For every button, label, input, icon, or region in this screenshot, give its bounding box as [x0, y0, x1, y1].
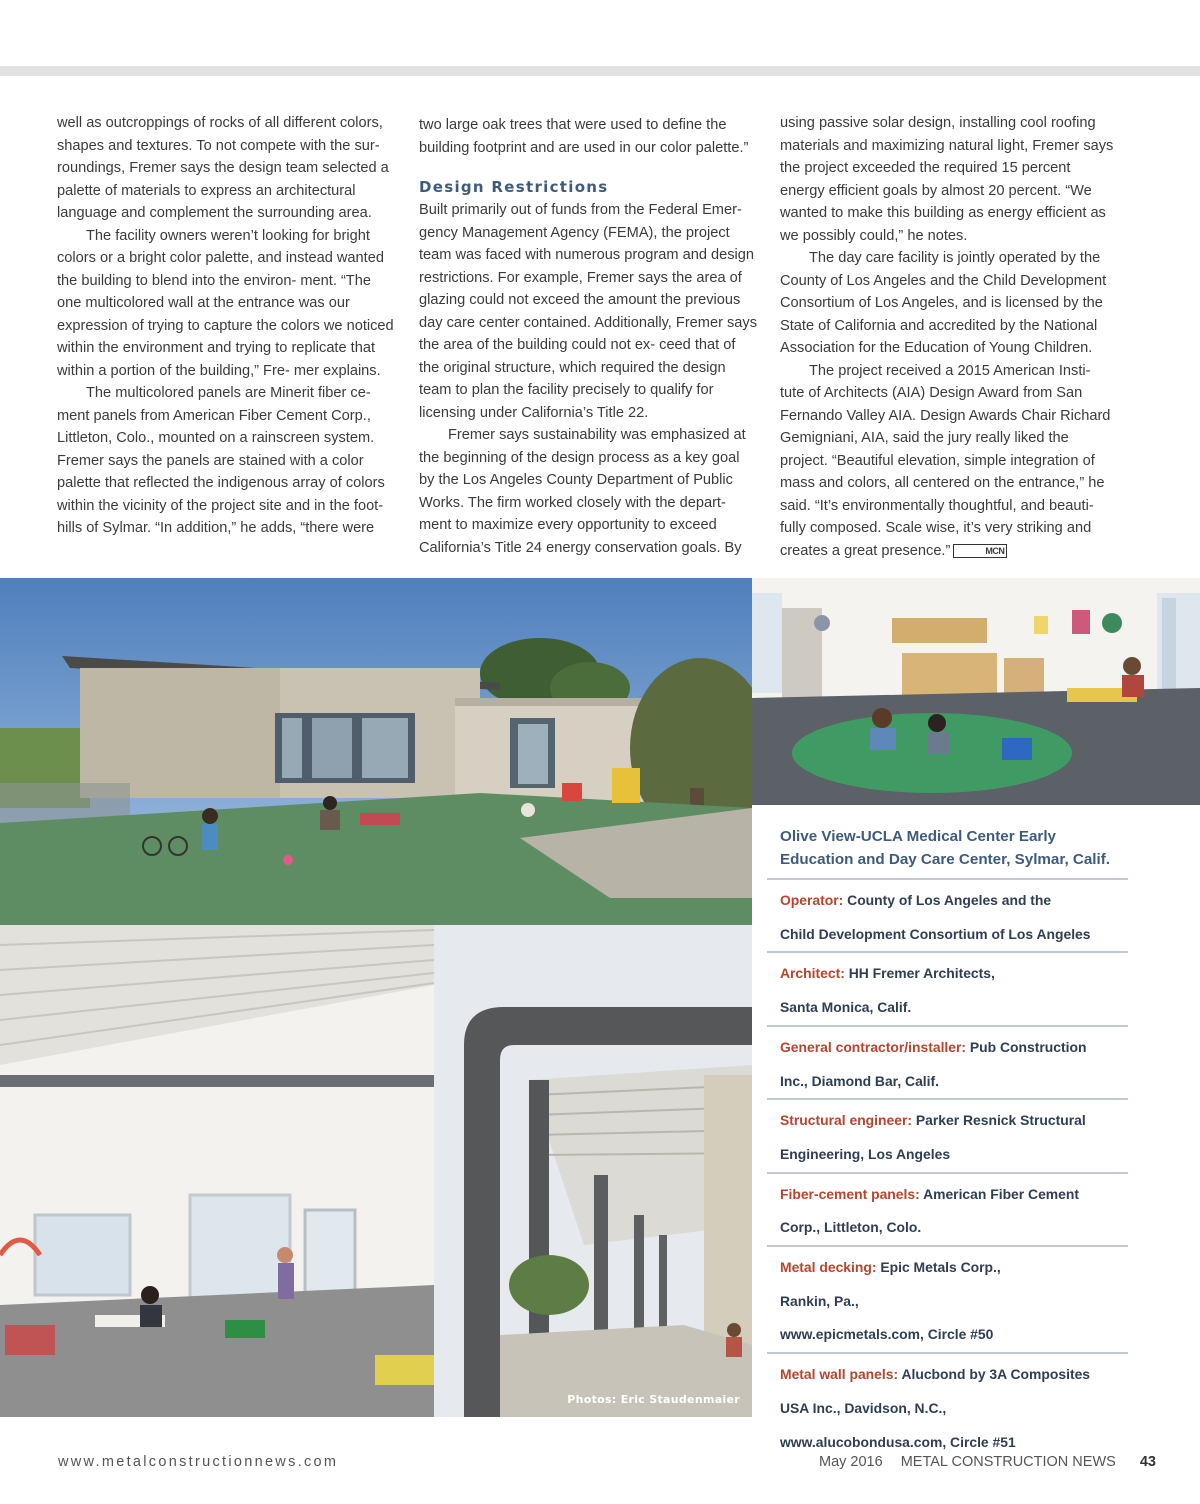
photo-covered-walkway [434, 925, 752, 1417]
spec-fiber-cement-panels [767, 1172, 1128, 1245]
publication-name: METAL CONSTRUCTION NEWS [900, 1454, 1116, 1470]
spec-value: Pub Construction [969, 1038, 1087, 1055]
project-info-box [767, 826, 1128, 1459]
article-column-2 [419, 114, 757, 559]
spec-general-contractor [767, 1025, 1128, 1098]
spec-value: American Fiber Cement [923, 1185, 1079, 1202]
spec-line: Santa Monica, Calif. [780, 999, 912, 1016]
end-of-article-mark: MCN [953, 544, 1007, 558]
article-column-3 [780, 112, 1118, 562]
project-title [780, 826, 1128, 871]
spec-label: Operator: [780, 892, 844, 908]
photo-credit: Photos: Eric Staudenmaier [567, 1393, 740, 1406]
photo-classroom-interior [0, 925, 434, 1417]
spec-link[interactable]: www.alucobondusa.com, Circle #51 [780, 1433, 1016, 1450]
spec-value: Parker Resnick Structural [915, 1112, 1086, 1129]
paragraph: using passive solar design, installing cool roofing materials and maximizing natural light, Fremer says the project exceeded the required 15 percent energy efficient goals by almost 20 percent. “We wanted to make this building as energy efficient as we possibly could,” he notes. [780, 115, 1114, 244]
spec-value: Alucbond by 3A Composites [901, 1366, 1091, 1383]
spec-line [780, 1031, 1128, 1065]
issue-date: May 2016 [819, 1454, 883, 1470]
page-number: 43 [1139, 1454, 1156, 1470]
spec-line: Child Development Consortium of Los Angeles [780, 925, 1091, 942]
article-column-1 [57, 112, 395, 540]
spec-value: Epic Metals Corp., [880, 1259, 1001, 1276]
paragraph: Built primarily out of funds from the Federal Emer- gency Management Agency (FEMA), the project team was faced with numerous program and design restrictions. For example, Fremer says the area of glazing could not exceed the amount the previous day care center contained. Additionally, Fremer says the area of the building could not ex- ceed that of the original structure, which required the design team to plan the facility precisely to qualify for licensing under California’s Title 22. [419, 202, 757, 421]
paragraph [780, 360, 1118, 563]
paragraph: well as outcroppings of rocks of all different colors, shapes and textures. To not compete with the sur- roundings, Fremer says the design team selected a palette of materials to express an architectural language and complement the surrounding area. [57, 115, 389, 221]
spec-line [780, 1251, 1128, 1285]
spec-metal-decking [767, 1245, 1128, 1352]
spec-label: Metal decking: [780, 1259, 877, 1276]
section-subhead: Design Restrictions [419, 178, 609, 196]
spec-line: Rankin, Pa., [780, 1292, 859, 1309]
spec-line [780, 1358, 1128, 1392]
footer-website-link[interactable]: www.metalconstructionnews.com [58, 1454, 339, 1470]
top-rule [0, 66, 1200, 76]
spec-label: Structural engineer: [780, 1112, 912, 1129]
project-title-line: Olive View-UCLA Medical Center Early [780, 828, 1056, 845]
spec-line: Inc., Diamond Bar, Calif. [780, 1072, 940, 1089]
spec-label: Architect: [780, 965, 845, 982]
spec-value: HH Fremer Architects, [848, 965, 995, 982]
photo-classroom-play-area [752, 578, 1200, 805]
spec-value: County of Los Angeles and the [847, 892, 1052, 908]
project-title-line: Education and Day Care Center, Sylmar, Calif. [780, 850, 1111, 868]
paragraph: The facility owners weren’t looking for bright colors or a bright color palette, and instead wanted the building to blend into the environ- ment. “The one multicolored wall at the entrance was our expression of trying to capture the colors we noticed within the environment and trying to replicate that within a portion of the building,” Fre- mer explains. [57, 227, 394, 379]
paragraph: The day care facility is jointly operated by the County of Los Angeles and the Child Development Consortium of Los Angeles, and is licensed by the State of California and accredited by the National Association for the Education of Young Children. [780, 250, 1107, 356]
spec-line: USA Inc., Davidson, N.C., [780, 1399, 947, 1416]
spec-label: Metal wall panels: [780, 1366, 899, 1383]
exterior-illustration [0, 578, 752, 925]
paragraph: two large oak trees that were used to define the building footprint and are used in our color palette.” [419, 117, 749, 156]
paragraph: Fremer says sustainability was emphasized at the beginning of the design process as a key goal by the Los Angeles County Department of Public Works. The firm worked closely with the depart- ment to maximize every opportunity to exceed California’s Title 24 energy conservation goals. By [419, 427, 746, 556]
spec-line: Engineering, Los Angeles [780, 1145, 951, 1162]
spec-label: Fiber-cement panels: [780, 1185, 920, 1202]
spec-line: Corp., Littleton, Colo. [780, 1219, 922, 1236]
spec-architect [767, 951, 1128, 1024]
spec-link[interactable]: www.epicmetals.com, Circle #50 [780, 1326, 994, 1343]
spec-structural-engineer [767, 1098, 1128, 1171]
paragraph: The multicolored panels are Minerit fiber ce- ment panels from American Fiber Cement Corp., Littleton, Colo., mounted on a rainscreen system. Fremer says the panels are stained with a color palette that reflected the indigenous array of colors within the vicinity of the project site and in the foot- hills of Sylmar. “In addition,” he adds, “there were [57, 385, 385, 536]
spec-line [780, 884, 1128, 918]
spec-metal-wall-panels [767, 1352, 1128, 1459]
footer-folio [819, 1454, 1156, 1470]
spec-line [780, 957, 1128, 991]
classroom-illustration [752, 578, 1200, 805]
photo-exterior-playground [0, 578, 752, 925]
spec-line [780, 1104, 1128, 1138]
spec-label: General contractor/installer: [780, 1038, 967, 1055]
spec-line [780, 1178, 1128, 1212]
walkway-illustration [434, 925, 752, 1417]
paragraph-text: The project received a 2015 American Insti- tute of Architects (AIA) Design Award from San Fernando Valley AIA. Design Awards Chair Richard Gemigniani, AIA, said the jury really liked the project. “Beautiful elevation, simple integration of mass and colors, all centered on the entrance,” he said. “It’s environmentally thoughtful, and beauti- fully composed. Scale wise, it’s very striking and creates a great presence.” [780, 362, 1111, 559]
classroom-interior-illustration [0, 925, 434, 1417]
spec-operator [767, 878, 1128, 951]
